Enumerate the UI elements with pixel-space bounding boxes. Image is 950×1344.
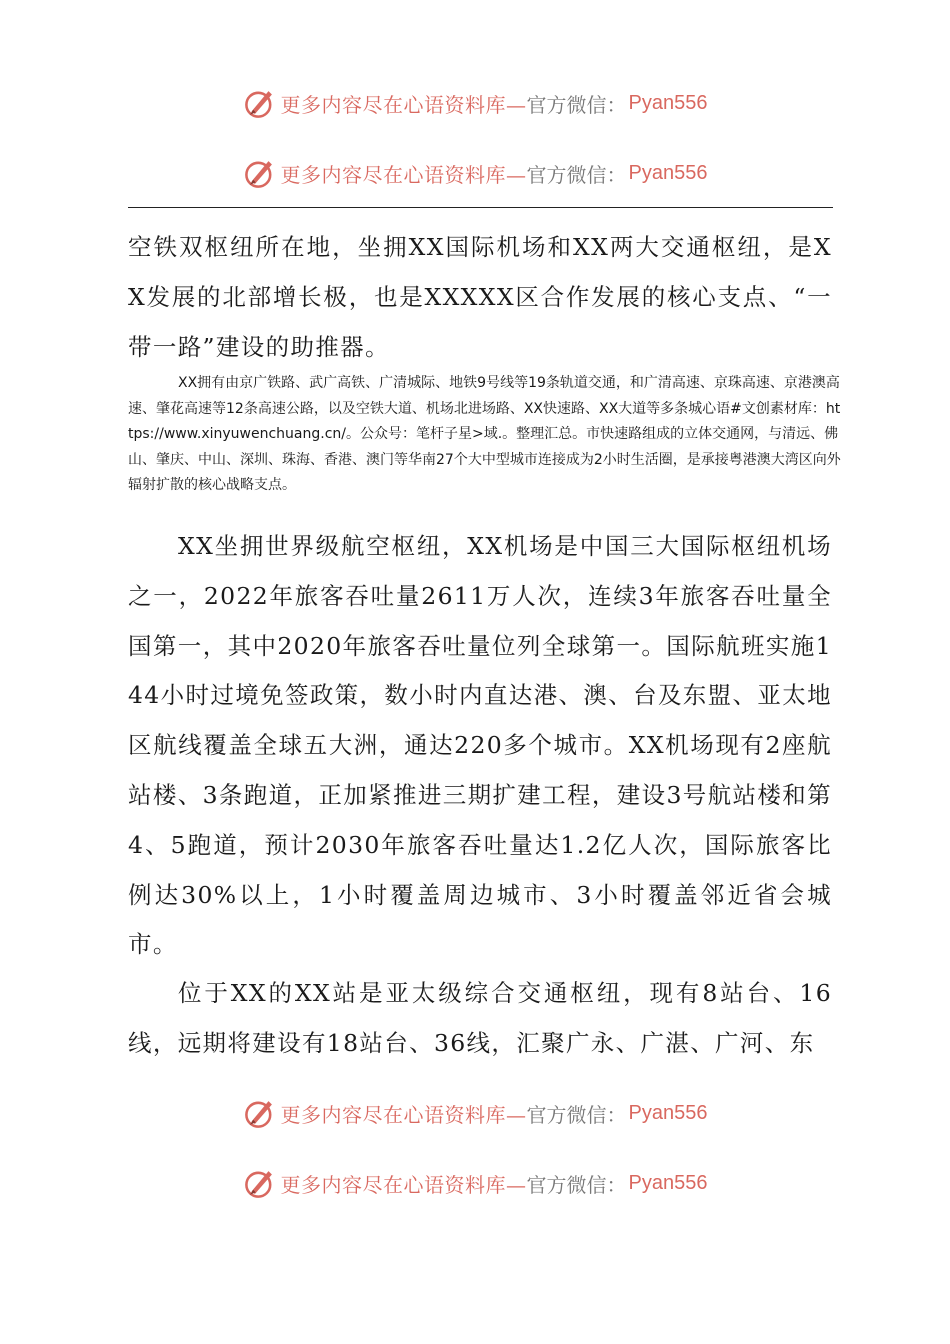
- watermark-contact: 官方微信：: [526, 1102, 627, 1127]
- watermark-contact: 官方微信：: [526, 92, 627, 117]
- watermark-id: Pyan556: [628, 91, 708, 114]
- paragraph-railway-station: 位于XX的XX站是亚太级综合交通枢纽，现有8站台、16线，远期将建设有18站台、36线，汇聚广永、广湛、广河、东: [128, 979, 832, 1057]
- watermark-id: Pyan556: [628, 161, 708, 184]
- quill-pen-logo-icon: [243, 1166, 277, 1200]
- watermark-id: Pyan556: [628, 1101, 708, 1124]
- paragraph-transport-network: XX拥有由京广铁路、武广高铁、广清城际、地铁9号线等19条轨道交通，和广清高速、京珠高速、京港澳高速、肇花高速等12条高速公路，以及空铁大道、机场北进场路、XX快速路、XX大道等多条城心语#文创素材库：https://www.xinyuwenchuang.cn/。公众号：笔杆子星>域.。整理汇总。市快速路组成的立体交通网，与清远、佛山、肇庆、中山、深圳、珠海、香港、澳门等华南27个大中型城市连接成为2小时生活圈，是承接粤港澳大湾区向外辐射扩散的核心战略支点。: [128, 375, 841, 493]
- paragraph-intro: 空铁双枢纽所在地，坐拥XX国际机场和XX两大交通枢纽，是XX发展的北部增长极，也是XXXXX区合作发展的核心支点、“一带一路”建设的助推器。: [128, 233, 832, 361]
- watermark-id: Pyan556: [628, 1171, 708, 1194]
- watermark-banner-bottom-1: [0, 1093, 950, 1133]
- watermark-contact: 官方微信：: [526, 162, 627, 187]
- watermark-banner-top-1: [0, 83, 950, 123]
- watermark-banner-bottom-2: [0, 1163, 950, 1203]
- paragraph-airport: XX坐拥世界级航空枢纽，XX机场是中国三大国际枢纽机场之一，2022年旅客吞吐量2611万人次，连续3年旅客吞吐量全国第一，其中2020年旅客吞吐量位列全球第一。国际航班实施144小时过境免签政策，数小时内直达港、澳、台及东盟、亚太地区航线覆盖全球五大洲，通达220多个城市。XX机场现有2座航站楼、3条跑道，正加紧推进三期扩建工程，建设3号航站楼和第4、5跑道，预计2030年旅客吞吐量达1.2亿人次，国际旅客比例达30%以上，1小时覆盖周边城市、3小时覆盖邻近省会城市。: [128, 532, 832, 959]
- watermark-banner-top-2: [0, 153, 950, 193]
- watermark-text: 更多内容尽在心语资料库—: [280, 1102, 527, 1127]
- quill-pen-logo-icon: [243, 1096, 277, 1130]
- watermark-text: 更多内容尽在心语资料库—: [280, 1172, 527, 1197]
- quill-pen-logo-icon: [243, 86, 277, 120]
- header-divider: [128, 207, 833, 208]
- watermark-contact: 官方微信：: [526, 1172, 627, 1197]
- quill-pen-logo-icon: [243, 156, 277, 190]
- watermark-text: 更多内容尽在心语资料库—: [280, 92, 527, 117]
- watermark-text: 更多内容尽在心语资料库—: [280, 162, 527, 187]
